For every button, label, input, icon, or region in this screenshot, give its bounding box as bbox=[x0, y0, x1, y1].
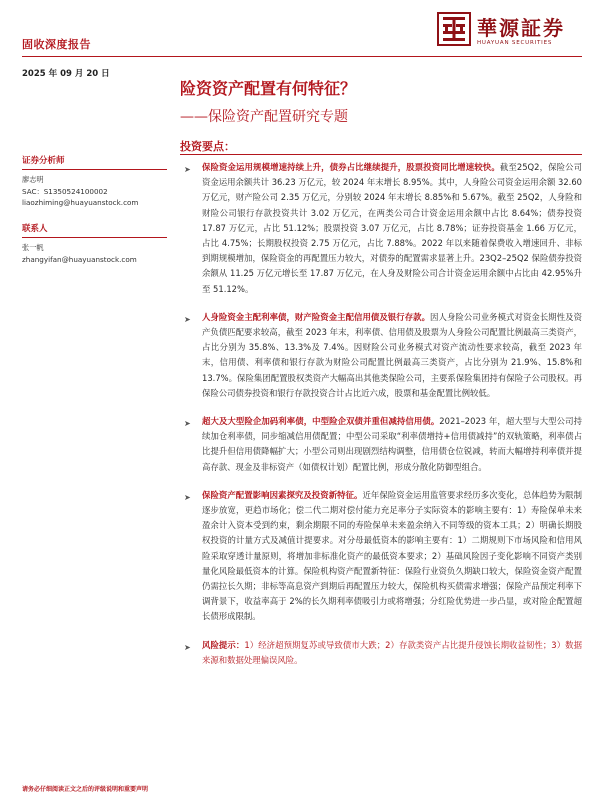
contact-divider bbox=[22, 237, 167, 238]
header-divider bbox=[22, 56, 582, 57]
analyst-title: 证券分析师 bbox=[22, 156, 65, 166]
page-subtitle: ——保险资产配置研究专题 bbox=[180, 109, 348, 125]
key-point bbox=[180, 160, 582, 297]
risk-warning bbox=[180, 638, 582, 668]
analyst-sac: SAC：S1350524100002 bbox=[22, 186, 108, 196]
bullet-arrow-icon: ➤ bbox=[184, 642, 191, 652]
report-date: 2025 年 09 月 20 日 bbox=[22, 69, 110, 79]
contact-block bbox=[22, 222, 167, 265]
report-type-label: 固收深度报告 bbox=[22, 38, 91, 51]
key-point-body: 近年保险资金运用监管要求经历多次变化，总体趋势为限制逐步放宽，更趋市场化；偿二代二期对偿付能力充足率分子实际资本的影响主要有：1）寿险保单未来盈余计入资本受到约束，剩余期限不同的寿险保单未来盈余纳入不同等级的资本工具；2）明确长期股权投资的计量方式及减值计提要求。对分母最低资本的影响主要有：1）二期规则下市场风险和信用风险采取穿透计量原则，将增加非标准化资产的最低资本要求；2）基础风险因子变化影响不同资产类别量化风险最低资本的计算。保险机构资产配置新特征：保险行业资负久期缺口较大，保险资金资产配置仍需拉长久期；非标等高息资产到期后再配置压力较大，保险机构买债需求增强；保险产品预定利率下调背景下，收益率高于 2%的长久期利率债吸引力或将增强；分红险优势进一步凸显，或对险企配置超长债形成限制。 bbox=[202, 489, 583, 622]
key-point bbox=[180, 310, 582, 401]
key-points-divider bbox=[180, 154, 582, 155]
analyst-name: 廖志明 bbox=[22, 175, 44, 184]
brand-name: 華源証券 bbox=[477, 16, 565, 40]
bullet-arrow-icon: ➤ bbox=[184, 165, 191, 174]
analyst-divider bbox=[22, 169, 167, 170]
risk-warning-body: 1）经济超预期复苏或导致债市大跌；2）存款类资产占比提升侵蚀长期收益韧性；3）数据来源和数据处理偏误风险。 bbox=[202, 639, 582, 665]
analyst-email[interactable]: liaozhiming@huayuanstock.com bbox=[22, 198, 139, 207]
brand-subtitle: HUAYUAN SECURITIES bbox=[477, 40, 553, 46]
contact-name: 张一帆 bbox=[22, 243, 44, 252]
key-point-highlight: 人身险资金主配利率债，财产险资金主配信用债及银行存款。 bbox=[202, 311, 431, 322]
key-point-highlight: 超大及大型险企加码利率债，中型险企双债并重但减持信用债。 bbox=[202, 416, 440, 427]
brand-seal-icon bbox=[437, 12, 471, 46]
key-point bbox=[180, 488, 582, 625]
footer-disclaimer: 请务必仔细阅读正文之后的评级说明和重要声明 bbox=[22, 786, 149, 793]
key-point-highlight: 保险资金运用规模增速持续上升，债券占比继续提升，股票投资同比增速较快。 bbox=[202, 162, 500, 172]
contact-email[interactable]: zhangyifan@huayuanstock.com bbox=[22, 254, 137, 264]
bullet-arrow-icon: ➤ bbox=[184, 314, 191, 324]
page-title: 险资资产配置有何特征？ bbox=[180, 79, 357, 98]
key-points-label: 投资要点： bbox=[180, 140, 235, 153]
key-point-body: 因人身险公司业务模式对资金长期性及资产负债匹配要求较高，截至 2023 年末，利率债、信用债及股票为人身险公司配置比例最高三类资产，占比分别为 35.8%、13.3%及 7.4%。因财险公司业务模式对资产流动性要求较高，截至 2023 年末，信用债、利率债和银行存款为财险公司配置比例最高三类资产，占比分别为 21.9%、15.8%和 13.7%。保险集团配置股权类资产大幅高出其他类保险公司，主要系保险集团持有保险子公司股权。再保险公司债券投资和银行存款投资合计占比近六成，股票和基金配置比例较低。 bbox=[202, 311, 583, 398]
contact-title: 联系人 bbox=[22, 224, 48, 234]
key-point-body: 截至25Q2，保险公司资金运用余额共计 36.23 万亿元，较 2024 年末增长 8.95%。其中，人身险公司资金运用余额 32.60 万亿元，财产险公司 2.35 万亿元，分别较 2024 年末增长 8.85%和 5.67%。截至 25Q2，人身险和财险公司银行存款投资共计 3.02 万亿元，在两类公司合计资金运用余额中占比 8.64%；债券投资 17.87 万亿元，占比 51.12%；股票投资 3.07 万亿元，占比 8.78%；证券投资基金 1.66 万亿元，占比 4.75%；长期股权投资 2.75 万亿元，占比 7.88%。2022 年以来随着保费收入增速回升、非标到期规模增加，保险资金的再配置压力较大，对债券的配置需求显著上升。23Q2–25Q2 保险债券投资余额从 11.25 万亿元增长至 17.87 万亿元，在人身及财险公司合计资金运用余额中占比由 42.95%升至 51.12%。 bbox=[202, 162, 583, 294]
risk-warning-label: 风险提示： bbox=[202, 639, 245, 650]
brand-logo bbox=[437, 10, 587, 52]
key-points-list bbox=[180, 158, 582, 668]
bullet-arrow-icon: ➤ bbox=[184, 419, 191, 429]
key-point bbox=[180, 414, 582, 475]
key-point-highlight: 保险资产配置影响因素探究及投资新特征。 bbox=[202, 489, 363, 500]
bullet-arrow-icon: ➤ bbox=[184, 492, 191, 502]
analyst-block bbox=[22, 154, 167, 209]
key-point-body: 2021–2023 年，超大型与大型公司持续加仓利率债，同步缩减信用债配置；中型公司采取“利率债增持+信用债减持”的双轨策略，利率债占比提升但信用债降幅扩大；小型公司则出现剧烈结构调整，信用债仓位锐减，转而大幅增持利率债并提高存款、现金及非标资产（如债权计划）配置比例，形成分散化防御型组合。 bbox=[202, 416, 582, 472]
